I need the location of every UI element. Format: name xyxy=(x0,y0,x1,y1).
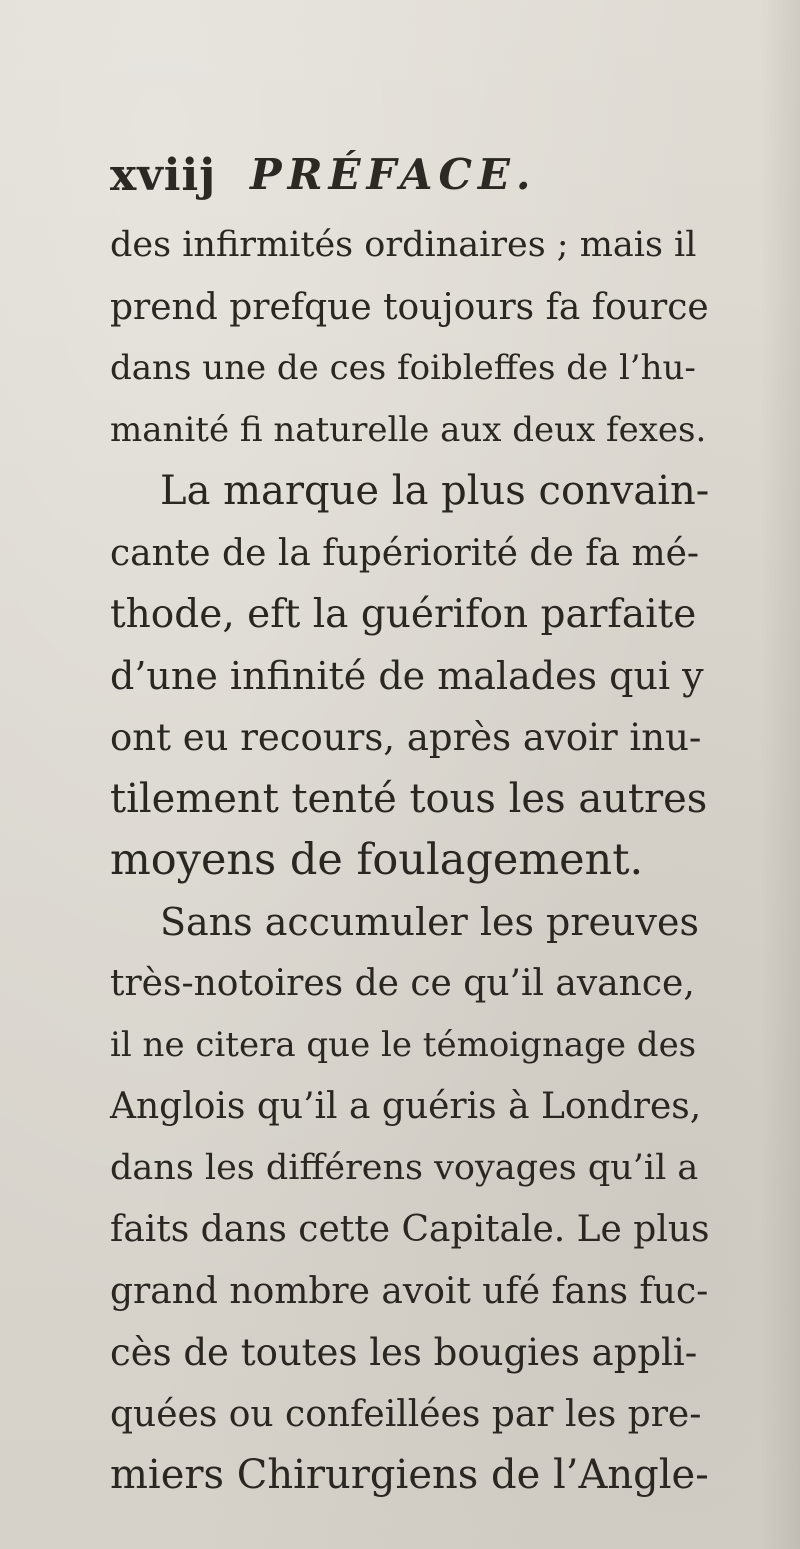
page-edge-shadow xyxy=(760,0,800,1549)
page-header xyxy=(110,150,710,210)
text-line: cante de la fupériorité de fa mé- xyxy=(110,532,700,574)
text-line: thode, eft la guérifon parfaite xyxy=(110,592,697,637)
text-line: Anglois qu’il a guéris à Londres, xyxy=(110,1086,702,1127)
running-head: PRÉFACE. xyxy=(250,150,537,199)
text-line: tilement tenté tous les autres xyxy=(110,775,708,822)
text-line: cès de toutes les bougies appli- xyxy=(110,1331,698,1374)
text-line: La marque la plus convain- xyxy=(160,468,710,514)
page-number: xviij xyxy=(110,150,217,201)
text-line: d’une infinité de malades qui y xyxy=(110,653,704,698)
text-line: ont eu recours, après avoir inu- xyxy=(110,716,702,759)
text-line: miers Chirurgiens de l’Angle- xyxy=(110,1452,709,1498)
text-line: prend prefque toujours fa fource xyxy=(110,286,709,328)
text-line: il ne citera que le témoignage des xyxy=(110,1024,697,1065)
text-line: grand nombre avoit ufé fans fuc- xyxy=(110,1270,709,1312)
body-text xyxy=(110,215,710,1507)
text-line: faits dans cette Capitale. Le plus xyxy=(110,1209,710,1250)
text-line: dans les différens voyages qu’il a xyxy=(110,1147,699,1188)
text-line: Sans accumuler les preuves xyxy=(160,899,699,944)
text-line: manité fi naturelle aux deux fexes. xyxy=(110,409,707,450)
text-line: dans une de ces foibleffes de l’hu- xyxy=(110,348,696,388)
text-line: quées ou confeillées par les pre- xyxy=(110,1393,702,1435)
text-line: des infirmités ordinaires ; mais il xyxy=(110,225,697,265)
text-line: moyens de foulagement. xyxy=(110,835,644,885)
text-line: très-notoires de ce qu’il avance, xyxy=(110,963,695,1004)
